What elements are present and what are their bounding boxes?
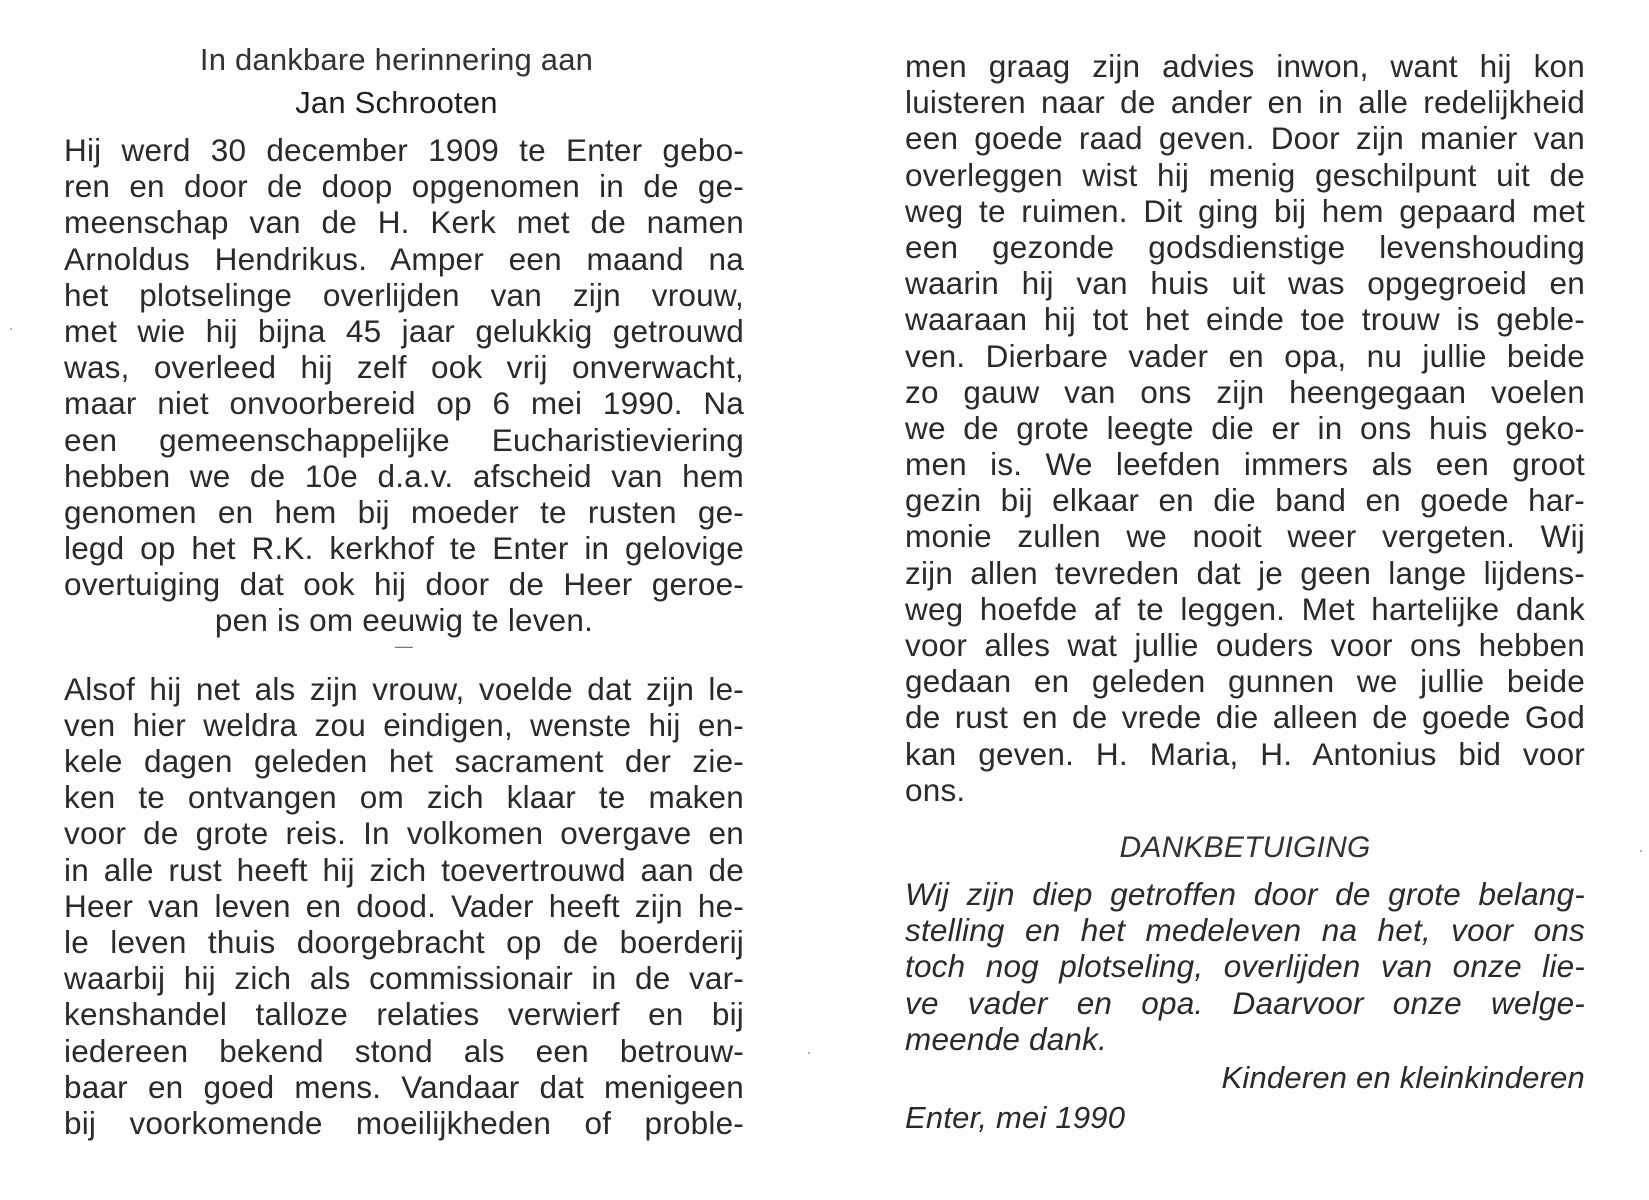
text-line: zo gauw van ons zijn heengegaan voelen (905, 373, 1585, 410)
text-line: we de grote leegte die er in ons huis geko- (905, 409, 1585, 446)
text-line: Heer van leven en dood. Vader heeft zijn he- (64, 887, 744, 924)
text-line: met wie hij bijna 45 jaar gelukkig getrouwd (64, 312, 744, 349)
text-line: waaraan hij tot het einde toe trouw is geble- (905, 301, 1585, 338)
right-column (905, 48, 1585, 1137)
text-line: een gezonde godsdienstige levenshouding (905, 228, 1585, 265)
text-line: ons. (905, 771, 966, 808)
text-line: waarin hij van huis uit was opgegroeid en (905, 265, 1585, 302)
text-line: weg te ruimen. Dit ging bij hem gepaard met (905, 192, 1585, 229)
left-column (64, 40, 744, 1141)
text-line: baar en goed mens. Vandaar dat menigeen (64, 1068, 744, 1105)
text-line: overtuiging dat ook hij door de Heer geroe- (64, 566, 744, 603)
text-line: stelling en het medeleven na het, voor ons (905, 912, 1585, 949)
text-line: ven hier weldra zou eindigen, wenste hij en- (64, 706, 744, 743)
text-line: zijn allen tevreden dat je geen lange lijdens- (905, 554, 1585, 591)
text-line: ven. Dierbare vader en opa, nu jullie beide (905, 337, 1585, 374)
text-line: Arnoldus Hendrikus. Amper een maand na (64, 240, 744, 277)
text-line: was, overleed hij zelf ook vrij onverwacht, (64, 349, 744, 386)
deceased-name: Jan Schrooten (295, 85, 498, 120)
text-line: waarbij hij zich als commissionair in de var- (64, 960, 744, 997)
text-line: Wij zijn diep getroffen door de grote belang- (905, 875, 1585, 912)
text-line: in alle rust heeft hij zich toevertrouwd aan de (64, 851, 744, 888)
text-line: kenshandel talloze relaties verwierf en bij (64, 996, 744, 1033)
text-line: meende dank. (905, 1020, 1108, 1057)
text-line: men is. We leefden immers als een groot (905, 446, 1585, 483)
text-line: een goede raad geven. Door zijn manier van (905, 120, 1585, 157)
text-line: meenschap van de H. Kerk met de namen (64, 204, 744, 241)
text-line: toch nog plotseling, overlijden van onze lie- (905, 948, 1585, 985)
text-line: pen is om eeuwig te leven. (214, 602, 594, 639)
thanks-title: DANKBETUIGING (1119, 830, 1371, 864)
separator-dash: — (394, 635, 414, 656)
text-line: voor alles wat jullie ouders voor ons hebben (905, 627, 1585, 663)
biography-paragraph-2 (64, 671, 744, 1141)
scan-speck (1640, 850, 1642, 852)
text-line: een gemeenschappelijke Eucharistieviering (64, 421, 744, 458)
scan-speck (808, 1052, 810, 1054)
text-line: gezin bij elkaar en die band en goede har- (905, 482, 1585, 519)
text-line: luisteren naar de ander en in alle redelijkheid (905, 84, 1585, 121)
text-line: iedereen bekend stond als een betrouw- (64, 1032, 744, 1069)
text-line: weg hoefde af te leggen. Met hartelijke dank (905, 590, 1585, 627)
text-line: genomen en hem bij moeder te rusten ge- (64, 493, 744, 530)
text-line: hebben we de 10e d.a.v. afscheid van hem (64, 457, 744, 494)
intro-line: In dankbare herinnering aan (199, 42, 594, 77)
text-line: le leven thuis doorgebracht op de boerderij (64, 923, 744, 960)
biography-paragraph-1 (64, 132, 744, 639)
text-line: voor de grote reis. In volkomen overgave en (64, 815, 744, 852)
text-line: men graag zijn advies inwon, want hij kon (905, 48, 1585, 84)
place-date: Enter, mei 1990 (905, 1099, 1126, 1135)
text-line: Hij werd 30 december 1909 te Enter gebo- (64, 132, 744, 168)
text-line: het plotselinge overlijden van zijn vrouw, (64, 276, 744, 313)
biography-continuation (905, 48, 1585, 808)
thanks-paragraph (905, 876, 1585, 1057)
text-line: bij voorkomende moeilijkheden of proble- (64, 1104, 744, 1141)
text-line: ve vader en opa. Daarvoor onze welge- (905, 984, 1585, 1021)
text-line: monie zullen we nooit weer vergeten. Wij (905, 518, 1585, 555)
text-line: gedaan en geleden gunnen we jullie beide (905, 663, 1585, 700)
text-line: ken te ontvangen om zich klaar te maken (64, 779, 744, 816)
text-line: overleggen wist hij menig geschilpunt uit de (905, 156, 1585, 193)
text-line: kele dagen geleden het sacrament der zie- (64, 743, 744, 779)
text-line: de rust en de vrede die alleen de goede God (905, 699, 1585, 736)
scan-speck (10, 328, 12, 330)
text-line: ren en door de doop opgenomen in de ge- (64, 168, 744, 205)
signature: Kinderen en kleinkinderen (1221, 1059, 1585, 1095)
text-line: kan geven. H. Maria, H. Antonius bid voor (905, 735, 1585, 772)
text-line: Alsof hij net als zijn vrouw, voelde dat zijn le- (64, 670, 744, 707)
text-line: legd op het R.K. kerkhof te Enter in gelovige (64, 530, 744, 567)
text-line: maar niet onvoorbereid op 6 mei 1990. Na (64, 385, 744, 422)
